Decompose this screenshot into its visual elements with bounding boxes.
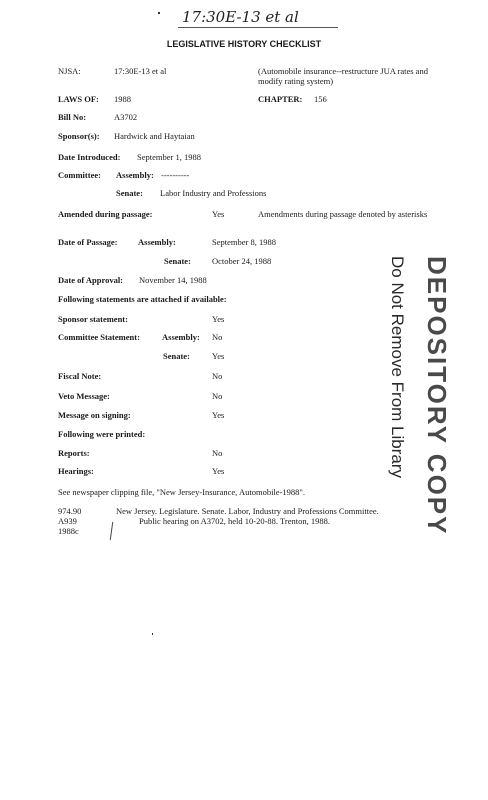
- laws-of-value: 1988: [114, 94, 131, 104]
- message-signing-label: Message on signing:: [58, 410, 131, 420]
- committee-assembly-label: Assembly:: [116, 170, 154, 180]
- njsa-value: 17:30E-13 et al: [114, 66, 167, 76]
- amended-label: Amended during passage:: [58, 209, 153, 219]
- committee-senate-value: Labor Industry and Professions: [160, 188, 267, 198]
- call-number-line-3: 1988c: [58, 526, 79, 536]
- committee-label: Committee:: [58, 170, 101, 180]
- chapter-value: 156: [314, 94, 327, 104]
- committee-statement-assembly-label: Assembly:: [162, 332, 200, 342]
- passage-label: Date of Passage:: [58, 237, 118, 247]
- njsa-note: (Automobile insurance--restructure JUA rates and modify rating system): [258, 66, 428, 86]
- committee-senate-label: Senate:: [116, 188, 143, 198]
- approval-label: Date of Approval:: [58, 275, 124, 285]
- pen-mark: [110, 522, 113, 540]
- page-title: LEGISLATIVE HISTORY CHECKLIST: [166, 39, 322, 49]
- committee-assembly-value: ----------: [161, 170, 190, 180]
- date-introduced-value: September 1, 1988: [137, 152, 201, 162]
- sponsor-statement-value: Yes: [212, 314, 225, 324]
- fiscal-note-value: No: [212, 371, 223, 381]
- bill-no-value: A3702: [114, 112, 138, 122]
- passage-assembly-value: September 8, 1988: [212, 237, 276, 247]
- veto-message-value: No: [212, 391, 223, 401]
- veto-message-label: Veto Message:: [58, 391, 110, 401]
- committee-statement-assembly-value: No: [212, 332, 223, 342]
- bill-no-label: Bill No:: [58, 112, 87, 122]
- date-introduced-label: Date Introduced:: [58, 152, 121, 162]
- laws-of-label: LAWS OF:: [58, 94, 99, 104]
- stamp-do-not-remove: Do Not Remove From Library: [388, 256, 407, 479]
- approval-value: November 14, 1988: [139, 275, 207, 285]
- citation-line-2: Public hearing on A3702, held 10-20-88. Trenton, 1988.: [139, 516, 331, 526]
- hearings-value: Yes: [212, 466, 225, 476]
- committee-statement-label: Committee Statement:: [58, 332, 140, 342]
- message-signing-value: Yes: [212, 410, 225, 420]
- attached-heading: Following statements are attached if available:: [58, 294, 227, 304]
- amended-value: Yes: [212, 209, 225, 219]
- handwritten-citation: 17:30E-13 et al: [182, 8, 299, 26]
- committee-statement-senate-label: Senate:: [163, 351, 190, 361]
- committee-statement-senate-value: Yes: [212, 351, 225, 361]
- reports-label: Reports:: [58, 448, 90, 458]
- njsa-label: NJSA:: [58, 66, 81, 76]
- passage-senate-value: October 24, 1988: [212, 256, 272, 266]
- scan-speck: [158, 12, 160, 14]
- sponsors-value: Hardwick and Haytaian: [114, 131, 195, 141]
- printed-heading: Following were printed:: [58, 429, 146, 439]
- fiscal-note-label: Fiscal Note:: [58, 371, 102, 381]
- stamp-depository-copy: DEPOSITORY COPY: [422, 256, 452, 536]
- sponsors-label: Sponsor(s):: [58, 131, 100, 141]
- handwritten-underline: [178, 27, 338, 28]
- call-number-line-2: A939: [58, 516, 77, 526]
- citation-line-1: New Jersey. Legislature. Senate. Labor, Industry and Professions Committee.: [116, 506, 379, 516]
- scan-speck: [152, 633, 153, 635]
- passage-senate-label: Senate:: [164, 256, 191, 266]
- hearings-label: Hearings:: [58, 466, 94, 476]
- amended-note: Amendments during passage denoted by asterisks: [258, 209, 428, 219]
- sponsor-statement-label: Sponsor statement:: [58, 314, 128, 324]
- clipping-note: See newspaper clipping file, "New Jersey-Insurance, Automobile-1988".: [58, 487, 305, 497]
- call-number-line-1: 974.90: [58, 506, 82, 516]
- passage-assembly-label: Assembly:: [138, 237, 176, 247]
- chapter-label: CHAPTER:: [258, 94, 303, 104]
- reports-value: No: [212, 448, 223, 458]
